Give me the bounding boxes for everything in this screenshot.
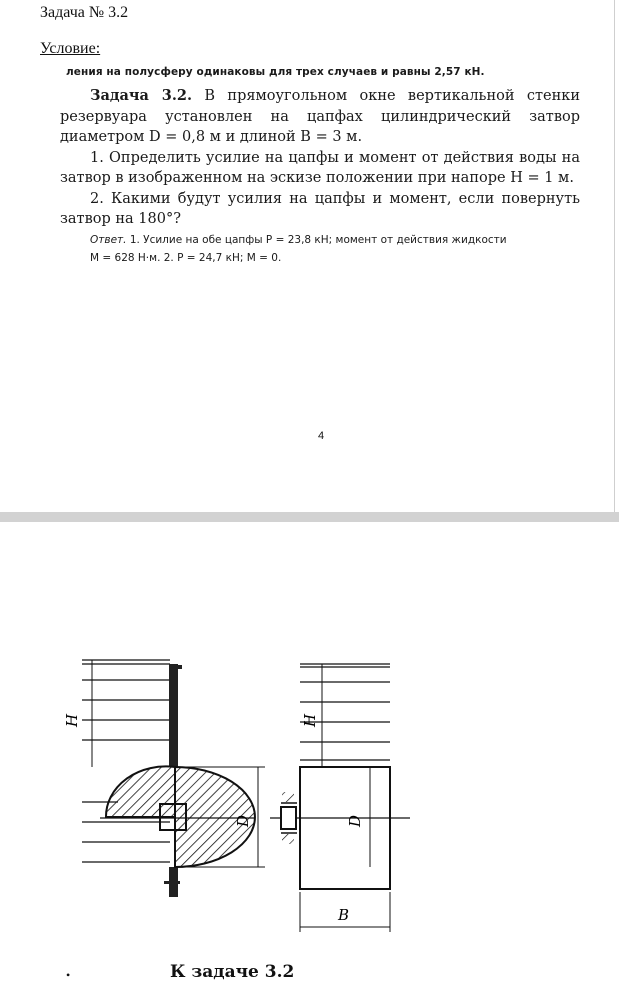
left-view <box>63 660 265 897</box>
water-lines-left <box>82 660 170 862</box>
label-D-right: D <box>346 814 364 827</box>
answer-block <box>60 231 580 267</box>
bullet-dot: • <box>66 968 71 982</box>
page-separator <box>0 512 619 522</box>
page-border <box>614 0 615 512</box>
gate-diagram <box>0 522 619 962</box>
answer-line-1: Ответ. 1. Усилие на обе цапфы P = 23,8 кН; момент от действия жидкости <box>90 233 507 246</box>
problem-number: Задача 3.2. <box>90 87 193 104</box>
previous-problem-tail: ления на полусферу одинаковы для трех случаев и равны 2,57 кН. <box>66 66 485 78</box>
label-H-left: H <box>63 713 81 727</box>
answer-line-2: M = 628 Н·м. 2. P = 24,7 кН; M = 0. <box>90 251 282 264</box>
label-D-left: D <box>234 814 252 827</box>
task-title: Задача № 3.2 <box>40 4 129 21</box>
question-2: 2. Какими будут усилия на цапфы и момент, если повернуть затвор на 180°? <box>60 190 580 227</box>
problem-text: В прямоугольном окне вертикальной стенки резервуара установлен на цапфах цилиндрический затвор диаметром D = 0,8 м и длиной B = 3 м. <box>60 88 580 145</box>
gate-rectangle <box>300 767 390 889</box>
right-view <box>270 664 410 932</box>
scanned-problem-text <box>60 66 580 267</box>
condition-label: Условие: <box>40 40 101 57</box>
label-H-right: H <box>301 713 319 727</box>
wall-upper <box>169 664 178 767</box>
trunnion-right <box>281 807 296 829</box>
figure-caption: К задаче 3.2 <box>170 962 295 982</box>
problem-statement <box>60 86 580 148</box>
page-number: 4 <box>318 430 325 442</box>
question-1: 1. Определить усилие на цапфы и момент от действия воды на затвор в изображенном на эскизе положении при напоре H = 1 м. <box>60 149 580 186</box>
label-B: B <box>338 906 350 924</box>
answer-label: Ответ. <box>90 233 127 246</box>
